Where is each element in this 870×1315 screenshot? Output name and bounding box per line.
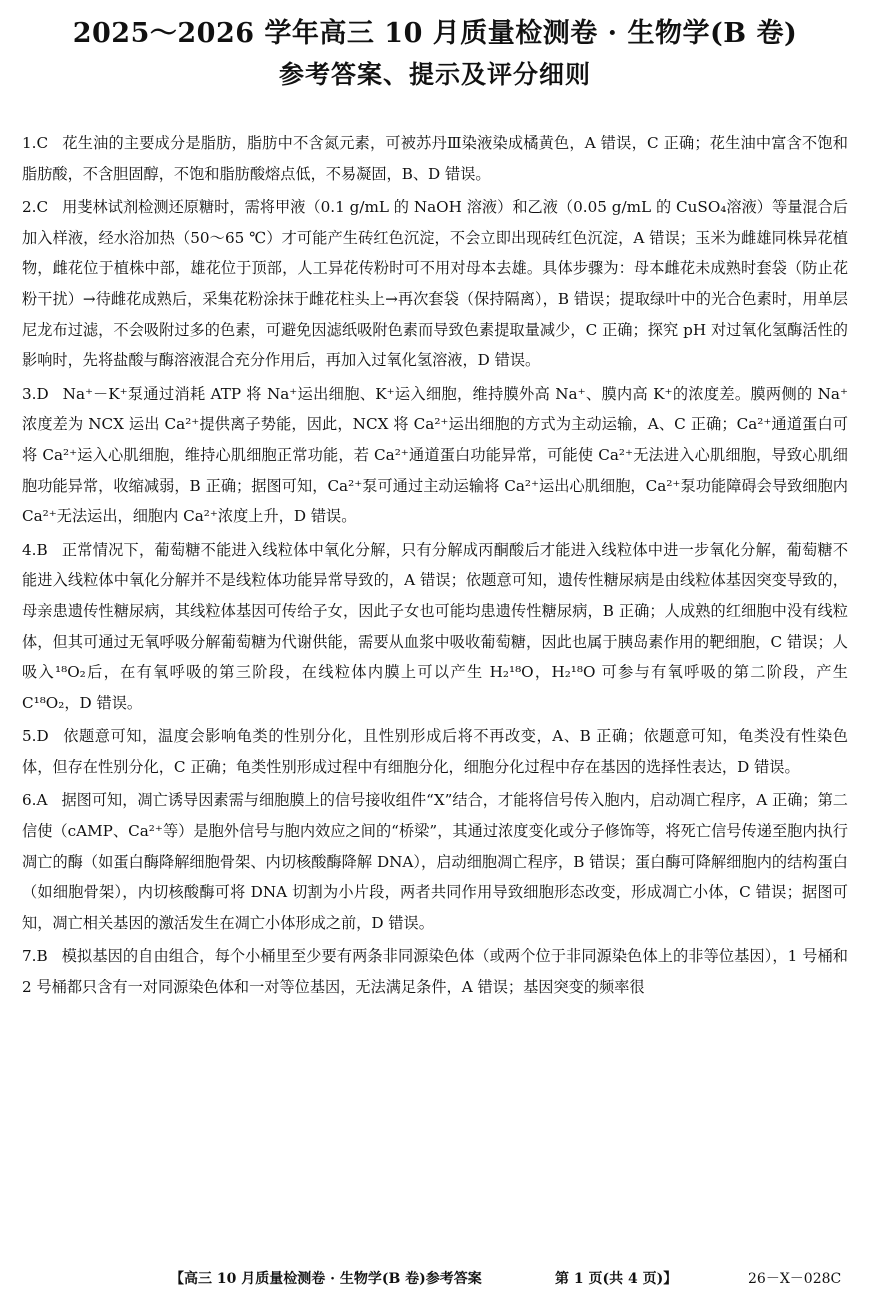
page-subtitle: 参考答案、提示及评分细则 xyxy=(278,60,591,89)
answer-explanation: 据图可知，凋亡诱导因素需与细胞膜上的信号接收组件“X”结合，才能将信号传入胞内，启动凋亡程序，A 正确；第二信使（cAMP、Ca²⁺等）是胞外信号与胞内效应之间的“桥梁”，其通过浓度变化或分子修饰等，将死亡信号传递至胞内执行凋亡的酶（如蛋白酶降解细胞骨架、内切核酸酶降解 DNA），启动细胞凋亡程序，B 错误；蛋白酶可降解细胞内的结构蛋白（如细胞骨架），内切核酸酶可将 DNA 切割为小片段，两者共同作用导致细胞形态改变，形成凋亡小体，C 错误；据图可知，凋亡相关基因的激活发生在凋亡小体形成之前，D 错误。 xyxy=(22,791,848,932)
answer-number: 5.D xyxy=(22,727,49,746)
answer-sheet-page xyxy=(0,16,870,1315)
answer-item-4 xyxy=(22,535,848,719)
answer-number: 7.B xyxy=(22,947,48,966)
answer-item-5 xyxy=(22,721,848,782)
footer-page-number: 第 1 页(共 4 页)】 xyxy=(555,1271,678,1287)
answer-explanation: Na⁺－K⁺泵通过消耗 ATP 将 Na⁺运出细胞、K⁺运入细胞，维持膜外高 Na⁺、膜内高 K⁺的浓度差。膜两侧的 Na⁺浓度差为 NCX 运出 Ca²⁺提供离子势能，因此，NCX 将 Ca²⁺运出细胞的方式为主动运输，A、C 正确；Ca²⁺通道蛋白可将 Ca²⁺运入心肌细胞，维持心肌细胞正常功能，若 Ca²⁺通道蛋白功能异常，可能使 Ca²⁺无法进入心肌细胞，导致心肌细胞功能异常，收缩减弱，B 正确；据图可知，Ca²⁺泵可通过主动运输将 Ca²⁺运出心肌细胞，Ca²⁺泵功能障碍会导致细胞内 Ca²⁺无法运出，细胞内 Ca²⁺浓度上升，D 错误。 xyxy=(22,384,848,526)
answer-explanation: 依题意可知，温度会影响龟类的性别分化，且性别形成后将不再改变，A、B 正确；依题意可知，龟类没有性染色体，但存在性别分化，C 正确；龟类性别形成过程中有细胞分化，细胞分化过程中存在基因的选择性表达，D 错误。 xyxy=(22,727,848,776)
answer-explanation: 模拟基因的自由组合，每个小桶里至少要有两条非同源染色体（或两个位于非同源染色体上的非等位基因），1 号桶和 2 号桶都只含有一对同源染色体和一对等位基因，无法满足条件，A 错误；基因突变的频率很 xyxy=(22,947,848,997)
answer-number: 4.B xyxy=(22,540,48,559)
answer-number: 1.C xyxy=(22,134,49,152)
answer-item-6 xyxy=(22,785,848,938)
answer-list xyxy=(22,128,848,1003)
answer-explanation: 用斐林试剂检测还原糖时，需将甲液（0.1 g/mL 的 NaOH 溶液）和乙液（0.05 g/mL 的 CuSO₄溶液）等量混合后加入样液，经水浴加热（50～65 ℃）才可能产生砖红色沉淀，不会立即出现砖红色沉淀，A 错误；玉米为雌雄同株异花植物，雌花位于植株中部，雄花位于顶部，人工异花传粉时可不用对母本去雄。具体步骤为：母本雌花未成熟时套袋（防止花粉干扰）→待雌花成熟后，采集花粉涂抹于雌花柱头上→再次套袋（保持隔离），B 错误；提取绿叶中的光合色素时，用单层尼龙布过滤，不会吸附过多的色素，可避免因滤纸吸附色素而导致色素提取量减少，C 正确；探究 pH 对过氧化氢酶活性的影响时，先将盐酸与酶溶液混合充分作用后，再加入过氧化氢溶液，D 错误。 xyxy=(22,198,848,370)
footer-title: 【高三 10 月质量检测卷 · 生物学(B 卷)参考答案 xyxy=(170,1271,482,1287)
answer-explanation: 正常情况下，葡萄糖不能进入线粒体中氧化分解，只有分解成丙酮酸后才能进入线粒体中进一步氧化分解，葡萄糖不能进入线粒体中氧化分解并不是线粒体功能异常导致的，A 错误；依题意可知，遗传性糖尿病是由线粒体基因突变导致的，母亲患遗传性糖尿病，其线粒体基因可传给子女，因此子女也可能均患遗传性糖尿病，B 正确；人成熟的红细胞中没有线粒体，但其可通过无氧呼吸分解葡萄糖为代谢供能，需要从血浆中吸收葡萄糖，因此也属于胰岛素作用的靶细胞，C 错误；人吸入¹⁸O₂后，在有氧呼吸的第三阶段，在线粒体内膜上可以产生 H₂¹⁸O，H₂¹⁸O 可参与有氧呼吸的第二阶段，产生 C¹⁸O₂，D 错误。 xyxy=(22,540,848,712)
answer-number: 6.A xyxy=(22,791,48,810)
page-title: 2025～2026 学年高三 10 月质量检测卷 · 生物学(B 卷) xyxy=(72,18,798,49)
answer-number: 3.D xyxy=(22,384,49,403)
answer-number: 2.C xyxy=(22,198,49,217)
answer-item-2 xyxy=(22,192,848,376)
answer-item-1 xyxy=(22,128,848,189)
footer-code: 26－X－028C xyxy=(748,1271,842,1287)
answer-item-3 xyxy=(22,379,848,532)
answer-item-7 xyxy=(22,941,848,1002)
answer-explanation: 花生油的主要成分是脂肪，脂肪中不含氮元素，可被苏丹Ⅲ染液染成橘黄色，A 错误，C 正确；花生油中富含不饱和脂肪酸，不含胆固醇，不饱和脂肪酸熔点低，不易凝固，B、D 错误。 xyxy=(22,134,848,183)
